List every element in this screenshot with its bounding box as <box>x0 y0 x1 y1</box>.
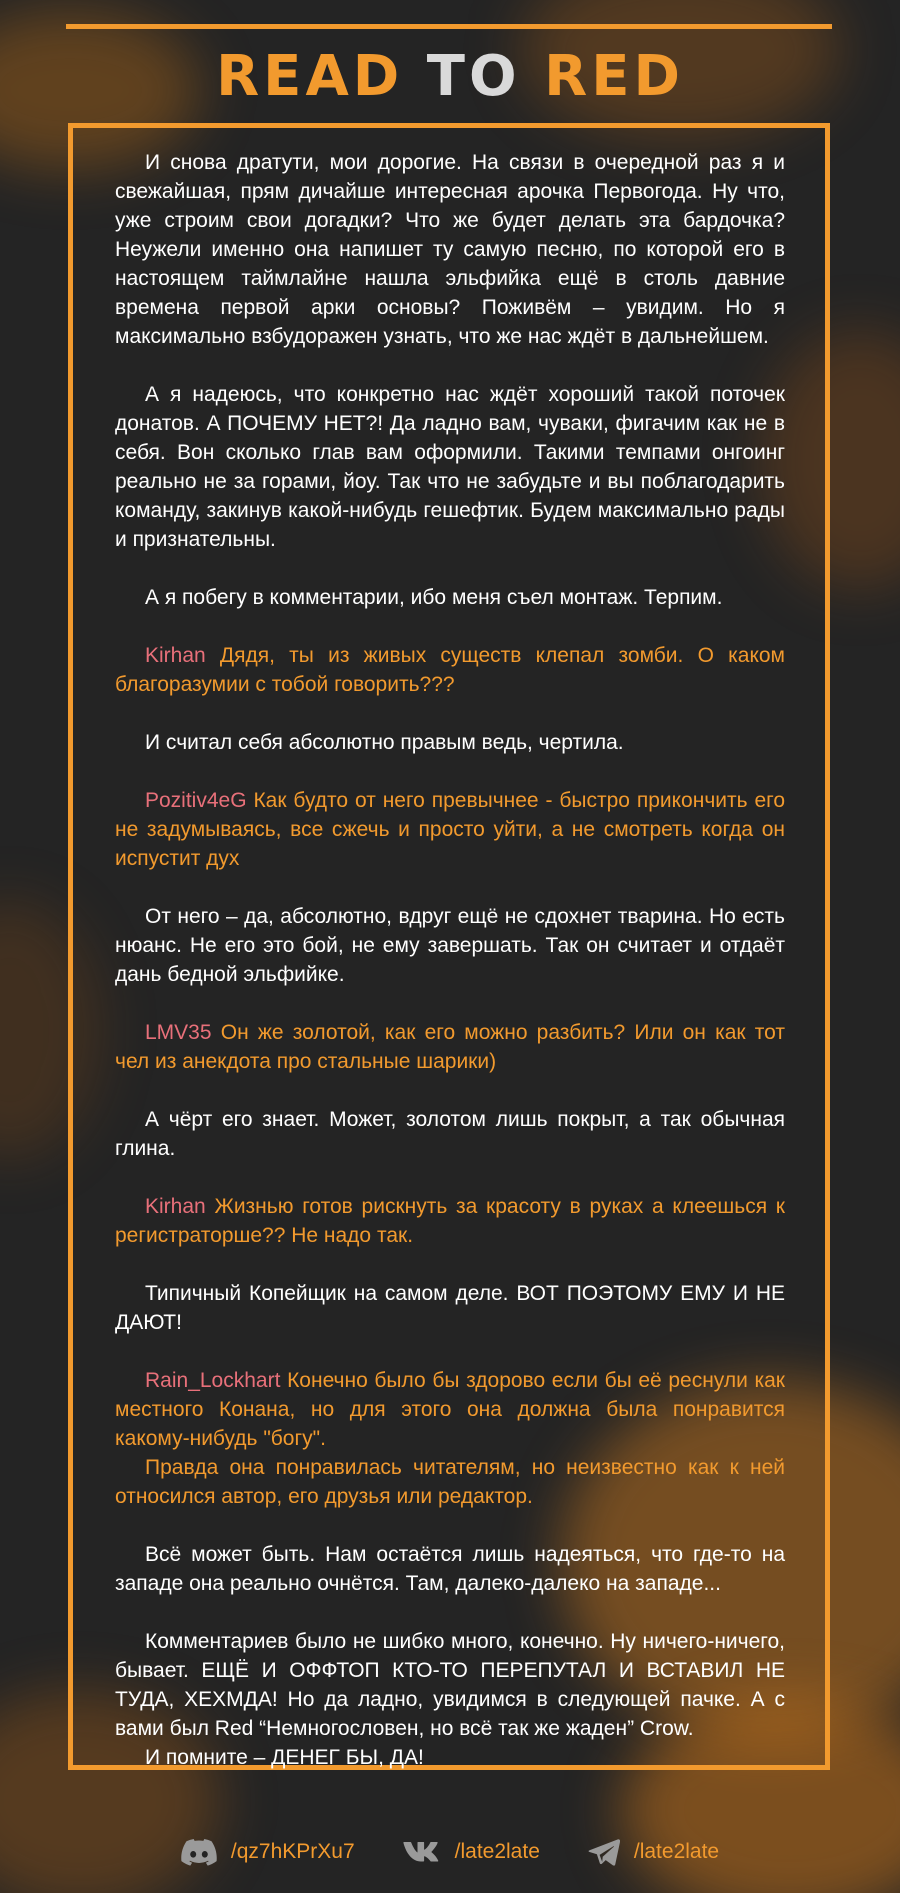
comment-text: Он же золотой, как его можно разбить? Или он как тот чел из анекдота про стальные шарики) <box>115 1021 785 1073</box>
telegram-icon <box>588 1838 620 1866</box>
title-word-read: READ <box>216 44 404 109</box>
comment-text: Конечно было бы здорово если бы её реснули как местного Конана, но для этого она должна была понравится какому-нибудь "богу". <box>115 1369 785 1450</box>
telegram-link[interactable] <box>588 1838 719 1866</box>
comment-text: Жизнью готов рискнуть за красоту в руках а клеешься к регистраторше?? Не надо так. <box>115 1195 785 1247</box>
reader-comment <box>115 1192 785 1250</box>
translator-reply: Всё может быть. Нам остаётся лишь надеяться, что где-то на западе она реально очнётся. Там, далеко-далеко на западе... <box>115 1543 785 1595</box>
afterword-text <box>115 148 785 1772</box>
intro-paragraph: И снова дратути, мои дорогие. На связи в очередной раз я и свежайшая, прям дичайше интересная арочка Первогода. Ну что, уже строим свои догадки? Что же будет делать эта бардочка? Неужели именно она напишет ту самую песню, по которой его в настоящем таймлайне нашла эльфийка ещё в столь давние времена первой арки основы? Поживём – увидим. Но я максимально взбудоражен узнать, что же нас ждёт в дальнейшем. <box>115 151 785 348</box>
reader-comment <box>115 641 785 699</box>
title-word-red: RED <box>544 44 684 109</box>
closing-line: И помните – ДЕНЕГ БЫ, ДА! <box>145 1746 424 1769</box>
vk-label: /late2late <box>454 1840 540 1863</box>
translator-reply: Типичный Копейщик на самом деле. ВОТ ПОЭТОМУ ЕМУ И НЕ ДАЮТ! <box>115 1282 785 1334</box>
translator-reply: От него – да, абсолютно, вдруг ещё не сдохнет тварина. Но есть нюанс. Не его это бой, не ему завершать. Так он считает и отдаёт дань бедной эльфийке. <box>115 905 785 986</box>
reader-comment <box>115 1018 785 1076</box>
comment-text: Как будто от него превычнее - быстро прикончить его не задумываясь, все сжечь и просто уйти, а не смотреть когда он испустит дух <box>115 789 785 870</box>
comment-nickname: Pozitiv4eG <box>145 789 247 812</box>
comment-nickname: Kirhan <box>145 1195 206 1218</box>
telegram-label: /late2late <box>633 1840 720 1863</box>
comment-text: Дядя, ты из живых существ клепал зомби. О каком благоразумии с тобой говорить??? <box>115 644 785 696</box>
comments-intro-paragraph: А я побегу в комментарии, ибо меня съел монтаж. Терпим. <box>145 586 723 609</box>
top-rule <box>66 24 832 29</box>
social-footer <box>0 1830 900 1874</box>
reader-comment <box>115 786 785 873</box>
comment-nickname: Kirhan <box>145 644 206 667</box>
discord-label: /qz7hKPrXu7 <box>230 1840 355 1863</box>
donation-paragraph: А я надеюсь, что конкретно нас ждёт хороший такой поточек донатов. А ПОЧЕМУ НЕТ?! Да ладно вам, чуваки, фигачим как не в себя. Вон сколько глав вам оформили. Такими темпами онгоинг реально не за горами, йоу. Так что не забудьте и вы поблагодарить команду, закинув какой-нибудь гешефтик. Будем максимально рады и признательны. <box>115 383 785 551</box>
translator-reply: И считал себя абсолютно правым ведь, чертила. <box>145 731 624 754</box>
reader-comment-continuation: Правда она понравилась читателям, но неизвестно как к ней относился автор, его друзья или редактор. <box>115 1456 785 1508</box>
comment-nickname: Rain_Lockhart <box>145 1369 281 1392</box>
vk-link[interactable] <box>403 1840 540 1864</box>
vk-icon <box>403 1840 441 1864</box>
discord-icon <box>181 1838 217 1866</box>
closing-paragraph: Комментариев было не шибко много, конечно. Ну ничего-ничего, бывает. ЕЩЁ И ОФФТОП КТО-ТО ПЕРЕПУТАЛ И ВСТАВИЛ НЕ ТУДА, ХЕХМДА! Но да ладно, увидимся в следующей пачке. А с вами был Red “Немногословен, но всё так же жаден” Crow. <box>115 1630 785 1740</box>
comment-nickname: LMV35 <box>145 1021 212 1044</box>
discord-link[interactable] <box>181 1838 355 1866</box>
title-word-to: TO <box>426 44 521 109</box>
page-title <box>0 42 900 112</box>
translator-reply: А чёрт его знает. Может, золотом лишь покрыт, а так обычная глина. <box>115 1108 785 1160</box>
reader-comment <box>115 1366 785 1453</box>
